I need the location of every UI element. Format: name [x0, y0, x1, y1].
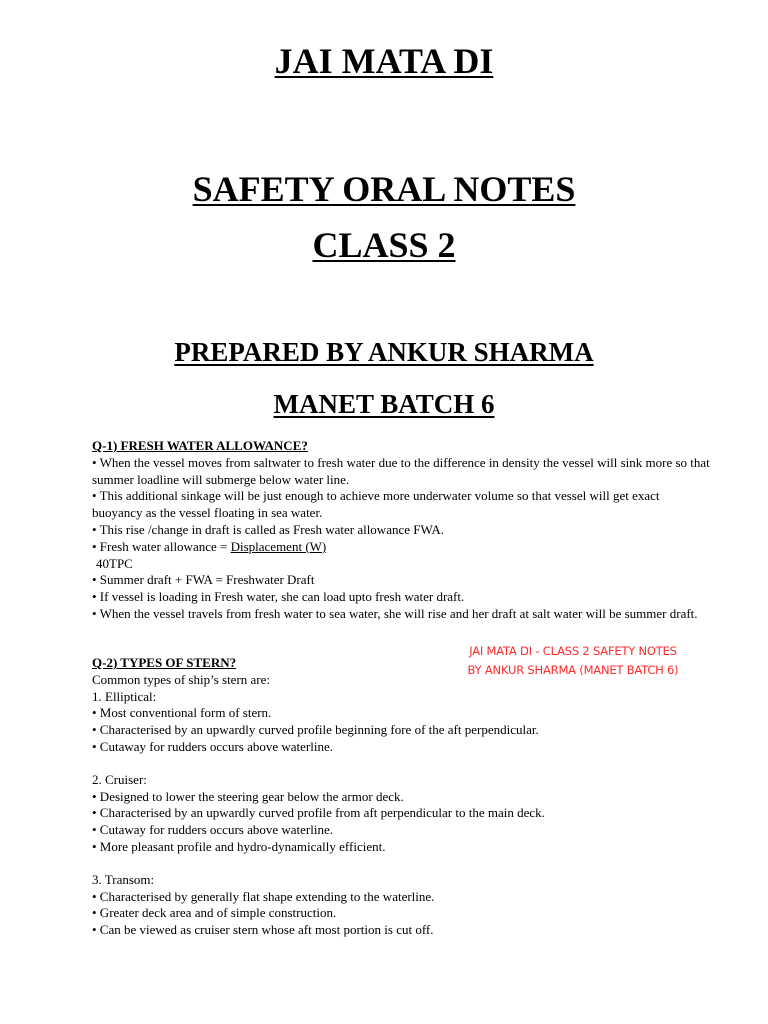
stern-bullet: • Designed to lower the steering gear below the armor deck.: [92, 788, 404, 804]
stern-bullet: • Characterised by generally flat shape extending to the waterline.: [92, 888, 435, 904]
subject-title: SAFETY ORAL NOTES: [192, 169, 576, 209]
q2-section: [92, 655, 712, 939]
author-line: PREPARED BY ANKUR SHARMA: [174, 337, 594, 367]
batch-line: MANET BATCH 6: [273, 389, 495, 419]
q1-bullet: • This additional sinkage will be just enough to achieve more underwater volume so that vessel will get exact buoyancy as the vessel floating in sea water.: [92, 488, 660, 521]
q1-bullet: • Summer draft + FWA = Freshwater Draft: [92, 572, 315, 588]
document-title: JAI MATA DI: [274, 41, 494, 81]
stern-bullet: • Cutaway for rudders occurs above waterline.: [92, 738, 333, 754]
stern-type-title: 3. Transom:: [92, 871, 155, 887]
q1-section: [92, 438, 712, 623]
watermark-line: BY ANKUR SHARMA (MANET BATCH 6): [467, 663, 679, 677]
formula-numerator: Displacement (W): [230, 538, 327, 554]
stern-bullet: • Greater deck area and of simple construction.: [92, 905, 337, 921]
stern-bullet: • Cutaway for rudders occurs above waterline.: [92, 822, 333, 838]
stern-bullet: • Characterised by an upwardly curved profile beginning fore of the aft perpendicular.: [92, 722, 539, 738]
q2-intro: Common types of ship’s stern are:: [92, 671, 271, 687]
stern-bullet: • Can be viewed as cruiser stern whose aft most portion is cut off.: [92, 922, 434, 938]
stern-bullet: • Most conventional form of stern.: [92, 705, 272, 721]
stern-bullet: • More pleasant profile and hydro-dynamically efficient.: [92, 838, 386, 854]
q2-heading: Q-2) TYPES OF STERN?: [92, 655, 237, 670]
stern-type-title: 2. Cruiser:: [92, 771, 147, 787]
class-title: CLASS 2: [312, 225, 456, 265]
formula-denominator: 40TPC: [96, 555, 133, 571]
q1-bullet: • This rise /change in draft is called as Fresh water allowance FWA.: [92, 521, 444, 537]
q1-bullet: • When the vessel travels from fresh water to sea water, she will rise and her draft at salt water will be summer draft.: [92, 605, 698, 621]
formula-prefix: • Fresh water allowance =: [92, 538, 231, 554]
q1-formula: [92, 539, 712, 556]
stern-type-title: 1. Elliptical:: [92, 688, 157, 704]
stern-bullet: • Characterised by an upwardly curved profile from aft perpendicular to the main deck.: [92, 805, 545, 821]
spacer: [92, 756, 712, 772]
q1-bullet: • When the vessel moves from saltwater to fresh water due to the difference in density the vessel will sink more so that summer loadline will submerge below water line.: [92, 454, 710, 487]
watermark-line: JAI MATA DI - CLASS 2 SAFETY NOTES: [469, 644, 677, 658]
q1-heading: Q-1) FRESH WATER ALLOWANCE?: [92, 438, 308, 453]
q1-bullet: • If vessel is loading in Fresh water, she can load upto fresh water draft.: [92, 589, 465, 605]
spacer: [92, 856, 712, 872]
